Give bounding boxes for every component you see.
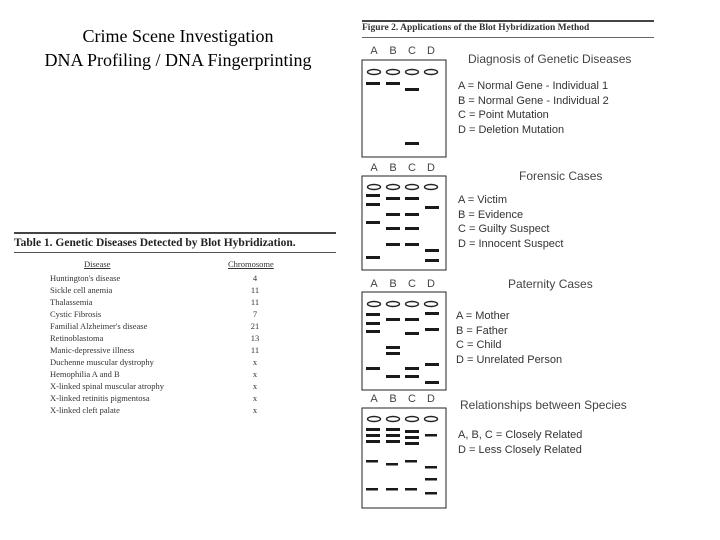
- gel-band: [386, 213, 400, 216]
- gel-band: [366, 322, 380, 325]
- legend-item: B = Evidence: [458, 208, 524, 221]
- gel-band: [425, 259, 439, 262]
- chromosome-cell: x: [252, 405, 258, 415]
- panel-heading-species: Relationships between Species: [460, 398, 627, 412]
- gel-band: [366, 440, 380, 443]
- gel-band: [425, 363, 439, 366]
- gel-band: [386, 375, 400, 378]
- gel-band: [405, 375, 419, 378]
- gel-band: [366, 256, 380, 259]
- legend-item: C = Child: [456, 339, 502, 351]
- gel-band: [386, 440, 400, 443]
- legend-item: A = Mother: [456, 310, 510, 322]
- gel-band: [425, 328, 439, 331]
- legend-item: B = Father: [456, 324, 508, 337]
- lane-letter: D: [427, 278, 435, 290]
- gel-band: [405, 367, 419, 370]
- lane-letter: B: [389, 393, 397, 405]
- gel-band: [405, 88, 419, 91]
- gel-band: [405, 243, 419, 246]
- chromosome-cell: 11: [250, 297, 260, 307]
- gel-band: [366, 367, 380, 370]
- legend-item: D = Less Closely Related: [458, 443, 582, 456]
- chromosome-cell: 21: [250, 321, 260, 331]
- chromosome-cell: 11: [250, 345, 260, 355]
- lane-letter: B: [389, 278, 397, 290]
- disease-cell: X-linked cleft palate: [50, 405, 120, 415]
- figure-caption: Figure 2. Applications of the Blot Hybridization Method: [362, 23, 590, 33]
- gel-band: [405, 213, 419, 216]
- gel-band: [405, 227, 419, 230]
- lane-letter: A: [370, 45, 378, 57]
- lane-letter: B: [389, 45, 397, 57]
- lane-letter: C: [408, 278, 416, 290]
- gel-band: [425, 312, 439, 315]
- legend-item: D = Innocent Suspect: [458, 237, 564, 250]
- panel-heading-forensic: Forensic Cases: [519, 169, 603, 183]
- lane-letter: D: [427, 162, 435, 174]
- disease-cell: Manic-depressive illness: [50, 345, 135, 355]
- gel-band: [366, 194, 380, 197]
- lane-letter: C: [408, 393, 416, 405]
- gel-band: [405, 318, 419, 321]
- gel-band: [425, 434, 437, 437]
- gel-band: [386, 428, 400, 431]
- chromosome-cell: 4: [252, 273, 258, 283]
- gel-band: [366, 460, 378, 463]
- gel-band: [386, 434, 400, 437]
- table-caption: Table 1. Genetic Diseases Detected by Blot Hybridization.: [14, 237, 296, 249]
- legend-item: D = Deletion Mutation: [458, 123, 565, 136]
- lane-letter: D: [427, 393, 435, 405]
- gel-band: [405, 197, 419, 200]
- gel-band: [405, 430, 419, 433]
- gel-band: [405, 142, 419, 145]
- gel-band: [386, 318, 400, 321]
- legend-item: A, B, C = Closely Related: [458, 429, 583, 441]
- chromosome-cell: 11: [250, 285, 260, 295]
- gel-band: [366, 434, 380, 437]
- chromosome-cell: x: [252, 369, 258, 379]
- disease-cell: Hemophilia A and B: [50, 369, 120, 379]
- panel-heading-diagnosis: Diagnosis of Genetic Diseases: [468, 52, 632, 66]
- gel-band: [405, 488, 417, 491]
- table-header-chromosome: Chromosome: [228, 259, 274, 269]
- gel-band: [386, 463, 398, 466]
- lane-letter: B: [389, 162, 397, 174]
- gel-band: [386, 227, 400, 230]
- slide-title-line-2: DNA Profiling / DNA Fingerprinting: [44, 50, 312, 70]
- gel-band: [405, 436, 419, 439]
- disease-cell: Familial Alzheimer's disease: [50, 321, 148, 331]
- gel-band: [386, 82, 400, 85]
- gel-band: [425, 466, 437, 469]
- chromosome-cell: 7: [252, 309, 258, 319]
- lane-letter: D: [427, 45, 435, 57]
- disease-cell: X-linked spinal muscular atrophy: [50, 381, 165, 391]
- legend-item: A = Victim: [458, 194, 508, 206]
- panel-heading-paternity: Paternity Cases: [508, 277, 593, 291]
- gel-band: [405, 332, 419, 335]
- gel-band: [386, 197, 400, 200]
- legend-item: D = Unrelated Person: [456, 353, 563, 366]
- gel-band: [366, 203, 380, 206]
- gel-band: [366, 82, 380, 85]
- lane-letter: C: [408, 162, 416, 174]
- legend-item: C = Point Mutation: [458, 109, 549, 121]
- legend-item: B = Normal Gene - Individual 2: [458, 94, 609, 107]
- lane-letter: A: [370, 278, 378, 290]
- disease-cell: X-linked retinitis pigmentosa: [50, 393, 150, 403]
- gel-band: [425, 381, 439, 384]
- lane-letter: A: [370, 162, 378, 174]
- chromosome-cell: x: [252, 381, 258, 391]
- gel-band: [366, 313, 380, 316]
- disease-cell: Huntington's disease: [50, 273, 121, 283]
- gel-band: [425, 249, 439, 252]
- slide-title-line-1: Crime Scene Investigation: [82, 26, 274, 46]
- gel-band: [366, 330, 380, 333]
- gel-band: [425, 492, 437, 495]
- gel-band: [386, 243, 400, 246]
- gel-band: [386, 488, 398, 491]
- gel-band: [386, 346, 400, 349]
- chromosome-cell: x: [252, 357, 258, 367]
- chromosome-cell: 13: [250, 333, 260, 343]
- disease-cell: Thalassemia: [50, 297, 93, 307]
- gel-band: [405, 442, 419, 445]
- table-header-disease: Disease: [84, 259, 111, 269]
- disease-cell: Cystic Fibrosis: [50, 309, 102, 319]
- legend-item: A = Normal Gene - Individual 1: [458, 80, 609, 92]
- disease-cell: Duchenne muscular dystrophy: [50, 357, 154, 367]
- gel-band: [366, 221, 380, 224]
- disease-cell: Retinoblastoma: [50, 333, 104, 343]
- gel-band: [386, 352, 400, 355]
- chromosome-cell: x: [252, 393, 258, 403]
- gel-band: [425, 478, 437, 481]
- disease-cell: Sickle cell anemia: [50, 285, 113, 295]
- lane-letter: C: [408, 45, 416, 57]
- gel-band: [425, 206, 439, 209]
- gel-band: [405, 460, 417, 463]
- gel-band: [366, 488, 378, 491]
- legend-item: C = Guilty Suspect: [458, 223, 550, 235]
- gel-band: [366, 428, 380, 431]
- lane-letter: A: [370, 393, 378, 405]
